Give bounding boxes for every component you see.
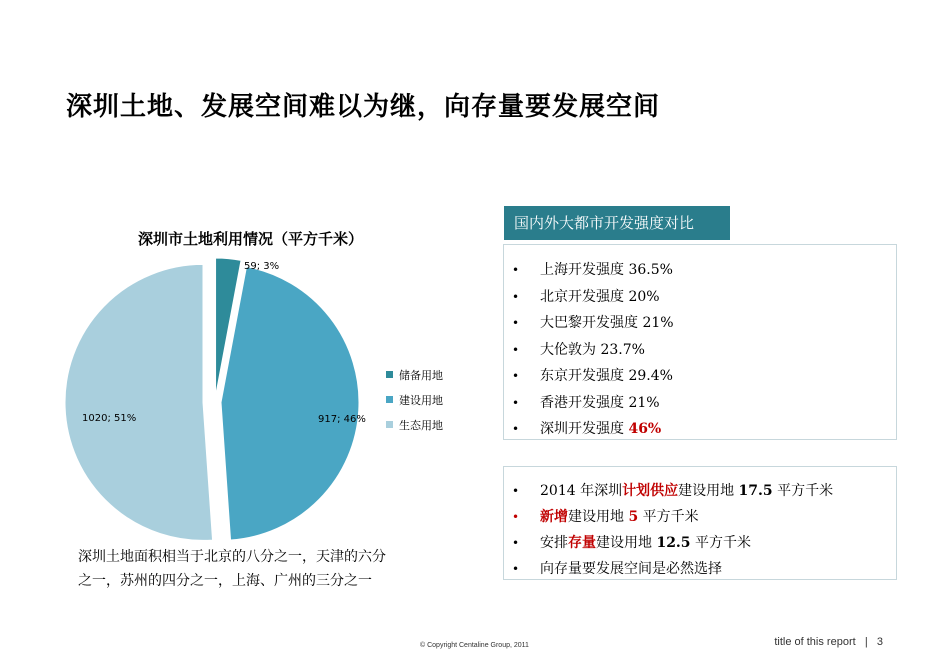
bullet-icon: • [512,484,520,498]
legend-item-reserve [386,362,443,387]
legend-swatch [386,396,393,403]
list-item: • 2014 年深圳计划供应建设用地 17.5 平方千米 [504,478,896,504]
bullet-icon: • [512,395,520,410]
list-item: • 上海开发强度 36.5% [504,257,896,284]
footer-report-info [774,636,883,648]
report-title: title of this report [774,636,856,648]
bullet-icon: • [512,369,520,383]
legend-label: 生态用地 [399,418,443,432]
legend-label: 储备用地 [399,368,443,382]
slice-label-reserve: 59; 3% [244,261,280,272]
pie-slice-construction [221,267,359,540]
legend-item-ecology [386,412,443,437]
bullet-icon: • [512,342,520,357]
footer-separator: | [864,636,868,648]
bullet-icon: • [512,536,520,550]
legend-swatch [386,371,393,378]
chart-title: 深圳市土地利用情况（平方千米） [138,230,364,248]
bullet-icon: • [512,316,520,330]
list-item: • 香港开发强度 21% [504,390,896,417]
list-item: • 安排存量建设用地 12.5 平方千米 [504,530,896,556]
list-item: • 大伦敦为 23.7% [504,337,896,364]
development-intensity-panel [503,244,897,440]
note-line: 深圳土地面积相当于北京的八分之一，天津的六分 [78,549,386,565]
bullet-icon: • [512,422,520,436]
list-item: • 北京开发强度 20% [504,284,896,311]
legend-swatch [386,421,393,428]
slice-label-construction: 917; 46% [318,414,366,425]
list-item: • 东京开发强度 29.4% [504,363,896,390]
copyright: © Copyright Centaline Group, 2011 [420,642,529,649]
bullet-icon: • [512,510,520,524]
page-number: 3 [876,636,883,648]
bullet-icon: • [512,263,520,277]
chart-legend [386,362,443,437]
list-item: • 新增建设用地 5 平方千米 [504,504,896,530]
land-comparison-note [76,545,388,593]
legend-label: 建设用地 [399,393,443,407]
pie-chart [60,250,380,560]
note-line: 之一，苏州的四分之一，上海、广州的三分之一 [78,573,372,589]
land-supply-panel [503,466,897,580]
bullet-icon: • [512,289,520,304]
legend-item-construction [386,387,443,412]
slice-label-ecology: 1020; 51% [82,413,137,424]
panel-header: 国内外大都市开发强度对比 [504,206,730,240]
page-title: 深圳土地、发展空间难以为继，向存量要发展空间 [66,92,661,122]
list-item: • 向存量要发展空间是必然选择 [504,556,896,582]
list-item: • 大巴黎开发强度 21% [504,310,896,337]
list-item: • 深圳开发强度 46% [504,416,896,443]
pie-slice-ecology [65,264,213,540]
bullet-icon: • [512,562,520,576]
